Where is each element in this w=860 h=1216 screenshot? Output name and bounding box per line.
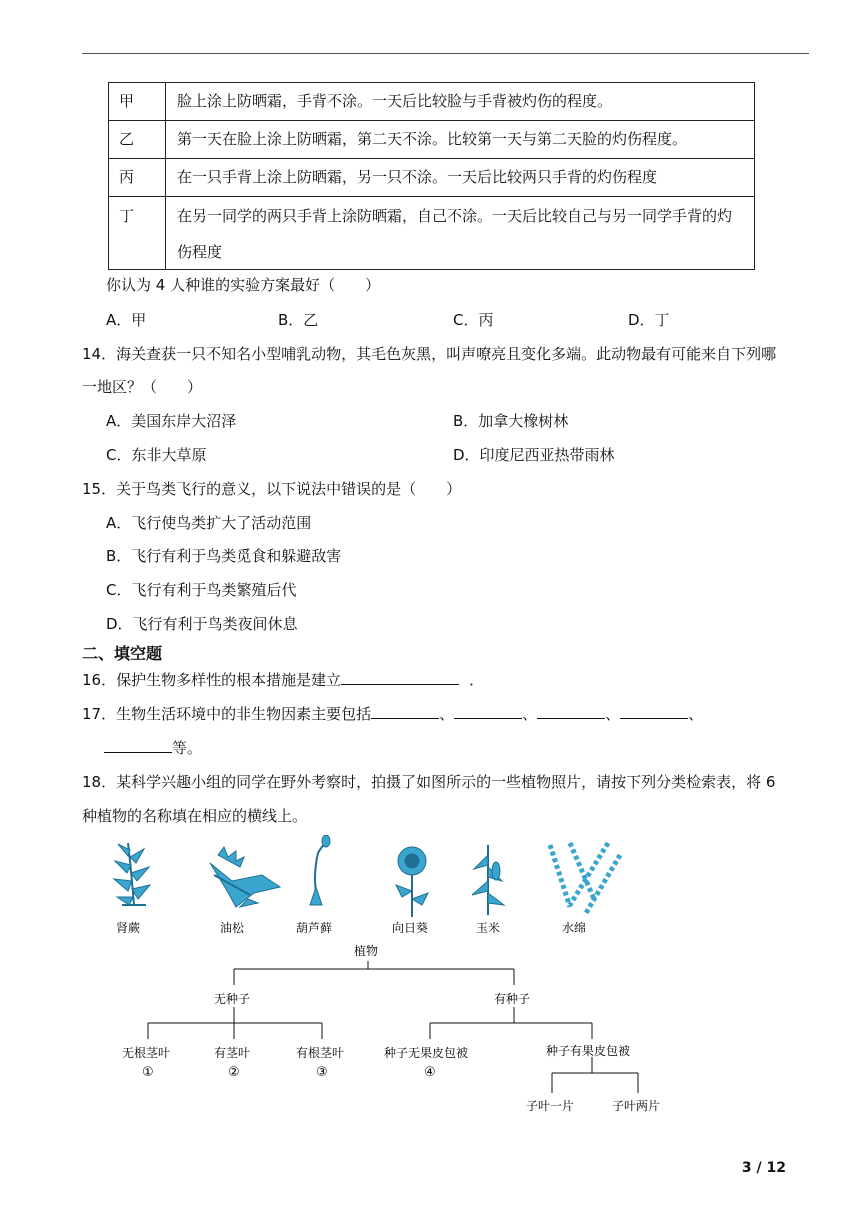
plant-label: 向日葵 [392,921,429,935]
q14-option-c: C．东非大草原 [106,446,207,464]
tree-seed: 有种子 [494,992,531,1006]
page-number: 3 / 12 [741,1160,786,1176]
tree-node-4: 种子无果皮包被 [384,1046,469,1060]
q13-option-a: A．甲 [106,311,147,329]
q17-blank-5[interactable] [104,738,172,753]
tree-node-5: 种子有果皮包被 [546,1044,631,1058]
q17-separator: 、 [522,705,538,723]
q18-line1: 18．某科学兴趣小组的同学在野外考察时，拍摄了如图所示的一些植物照片，请按下列分类检索表，将 6 [82,773,776,791]
plant-label: 葫芦藓 [296,921,333,935]
plant-label: 油松 [220,921,245,935]
tree-circle-4: ④ [424,1065,436,1080]
table-row [109,197,755,270]
row-text: 在一只手背上涂上防晒霜，另一只不涂。一天后比较两只手背的灼伤程度 [177,168,658,186]
q17-blank-3[interactable] [537,704,605,719]
q17-line2 [104,737,202,758]
tree-node-1: 无根茎叶 [122,1046,171,1060]
q14-stem-line1: 14．海关查获一只不知名小型哺乳动物，其毛色灰黑，叫声嘹亮且变化多端。此动物最有可能来自下列哪 [82,345,777,363]
q17-blank-4[interactable] [620,704,688,719]
tree-node-2: 有茎叶 [214,1046,251,1060]
row-text: 第一天在脸上涂上防晒霜，第二天不涂。比较第一天与第二天脸的灼伤程度。 [177,130,688,148]
row-key: 丙 [119,168,135,186]
q15-stem: 15．关于鸟类飞行的意义，以下说法中错误的是（ ） [82,480,462,498]
tree-leaf-mono: 子叶一片 [526,1099,575,1113]
q14-stem-line2: 一地区？（ ） [82,378,203,396]
q13-option-b: B．乙 [278,311,319,329]
pine-icon [210,847,280,907]
q16-blank[interactable] [341,670,459,685]
q15-option-d: D．飞行有利于鸟类夜间休息 [106,615,298,633]
q17-post: 等。 [172,739,203,757]
q17-separator: 、 [605,705,621,723]
plant-label: 水绵 [562,921,587,935]
q16-post: ． [469,671,485,689]
fern-icon [114,843,150,905]
tree-circle-3: ③ [316,1065,328,1080]
row-text-line2: 伤程度 [177,243,223,261]
moss-icon [310,835,330,905]
q15-option-b: B．飞行有利于鸟类觅食和躲避敌害 [106,547,342,565]
row-text-line1: 在另一同学的两只手背上涂防晒霜，自己不涂。一天后比较自己与另一同学手背的灼 [177,207,733,225]
plant-classification-figure [100,835,680,1125]
q14-option-b: B．加拿大橡树林 [453,412,569,430]
q14-option-a: A．美国东岸大沼泽 [106,412,237,430]
tree-node-3: 有根茎叶 [296,1046,345,1060]
plant-label: 肾蕨 [116,921,141,935]
q13-stem: 你认为 4 人种谁的实验方案最好（ ） [106,276,381,294]
q17-blank-1[interactable] [371,704,439,719]
table-row [109,121,755,159]
q13-option-c: C．丙 [453,311,494,329]
q14-option-d: D．印度尼西亚热带雨林 [453,446,615,464]
q17-blank-2[interactable] [454,704,522,719]
table-row [109,159,755,197]
q16-text: 16．保护生物多样性的根本措施是建立 [82,671,342,689]
experiment-table [108,82,755,270]
tree-lines [148,961,638,1093]
q15-option-c: C．飞行有利于鸟类繁殖后代 [106,581,297,599]
row-key: 乙 [119,130,135,148]
table-row [109,83,755,121]
tree-leaf-di: 子叶两片 [612,1099,661,1113]
tree-root: 植物 [354,944,379,958]
q17-separator: 、 [439,705,455,723]
q18-line2: 种植物的名称填在相应的横线上。 [82,807,308,825]
row-key: 甲 [119,92,135,110]
q17 [82,703,703,724]
q15-option-a: A．飞行使鸟类扩大了活动范围 [106,514,312,532]
sunflower-icon [396,847,428,917]
corn-icon [472,845,504,915]
section-title: 二、填空题 [82,644,163,663]
header-rule [82,53,809,54]
q17-text: 17．生物生活环境中的非生物因素主要包括 [82,705,372,723]
row-key: 丁 [119,207,135,225]
plant-label: 玉米 [476,921,501,935]
spirogyra-icon [550,843,620,913]
tree-circle-1: ① [142,1065,154,1080]
q16 [82,669,484,690]
tree-no-seed: 无种子 [214,992,251,1006]
q17-separator: 、 [688,705,704,723]
q13-option-d: D．丁 [628,311,670,329]
row-text: 脸上涂上防晒霜，手背不涂。一天后比较脸与手背被灼伤的程度。 [177,92,613,110]
tree-circle-2: ② [228,1065,240,1080]
